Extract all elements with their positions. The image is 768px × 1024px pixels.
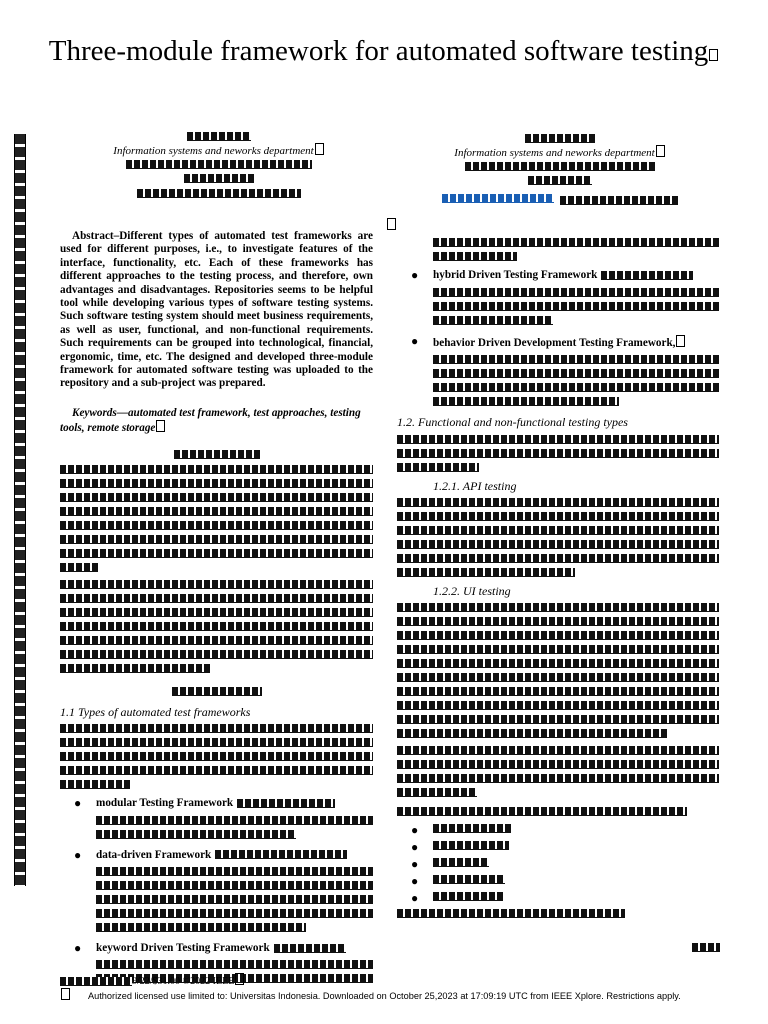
list-item [397, 874, 719, 889]
subsection-heading: 1.1 Types of automated test frameworks [60, 704, 251, 719]
right-column [397, 218, 719, 918]
ui-testing-paragraph [397, 603, 719, 738]
bullet-icon: ● [411, 874, 419, 889]
list-item [397, 857, 719, 872]
paper-title [40, 34, 728, 68]
author-city-garbled [528, 176, 592, 185]
list-intro [397, 807, 719, 816]
title-text: Three-module framework for automated software testing [48, 35, 709, 67]
list-item [397, 840, 719, 855]
framework-list-right [397, 269, 719, 406]
author-email-garbled [560, 196, 678, 205]
author-department: Information systems and neworks department [113, 145, 314, 157]
api-testing-paragraph [397, 498, 719, 577]
section-heading-garbled [174, 450, 260, 459]
keywords-label: Keywords [72, 406, 117, 419]
list-outro [397, 909, 719, 918]
list-item: ● hybrid Driven Testing Framework [397, 269, 719, 324]
bullet-icon: ● [74, 847, 82, 862]
bullet-icon: ● [411, 823, 419, 838]
missing-glyph-icon [235, 973, 244, 985]
ui-testing-paragraph-2 [397, 746, 719, 797]
nonfunctional-paragraph [397, 435, 719, 472]
author-email-row [400, 189, 720, 207]
list-item: ● behavior Driven Development Testing Framework, [397, 335, 719, 406]
isbn-garbled [60, 977, 132, 986]
list-item: ● keyword Driven Testing Framework [60, 942, 373, 983]
author-email-garbled [137, 189, 301, 198]
section-heading-garbled [172, 687, 262, 696]
authorization-text: Authorized licensed use limited to: Universitas Indonesia. Downloaded on October 25,2023 at 17:09:19 UTC from IEEE Xplore. Restrictions apply. [88, 991, 681, 1001]
intro-paragraph-1 [60, 465, 373, 572]
copyright-footer [60, 973, 245, 987]
left-column [60, 230, 373, 993]
list-item [397, 891, 719, 906]
list-item: ● modular Testing Framework [60, 797, 373, 838]
keywords: Keywords—automated test framework, test approaches, testing tools, remote storage [60, 406, 361, 435]
framework-list-left [60, 797, 373, 983]
bullet-icon: ● [74, 940, 82, 955]
margin-garbled-strip [14, 134, 26, 886]
list-item: ● data-driven Framework [60, 849, 373, 932]
missing-glyph-icon [656, 145, 665, 157]
keywords-text: automated test framework, test approaches, testing tools, remote storage [60, 406, 361, 435]
types-paragraph [60, 724, 373, 789]
ui-test-list [397, 823, 719, 906]
missing-glyph-icon [156, 420, 165, 432]
author-email-link[interactable] [442, 194, 554, 203]
list-item [397, 823, 719, 838]
author-city-garbled [184, 174, 254, 183]
author-block-right [400, 134, 720, 207]
bullet-icon: ● [411, 268, 419, 283]
intro-paragraph-2 [60, 580, 373, 673]
subsection-heading: 1.2. Functional and non-functional testing types [397, 415, 628, 430]
bullet-icon: ● [411, 891, 419, 906]
missing-glyph-icon [387, 218, 396, 230]
bullet-icon: ● [74, 796, 82, 811]
author-block-left [60, 132, 378, 198]
bullet-icon: ● [411, 333, 419, 348]
author-department: Information systems and neworks department [454, 147, 655, 159]
author-affiliation-garbled [465, 162, 655, 171]
subsubsection-heading: 1.2.2. UI testing [433, 584, 511, 599]
authorization-notice [60, 988, 740, 1001]
page-number-garbled [692, 943, 720, 952]
missing-glyph-icon [61, 988, 70, 1000]
copyright-text: 9/22/$31.00 ©2022 IEEE [132, 976, 235, 987]
subsubsection-heading: 1.2.1. API testing [433, 478, 517, 493]
author-name-garbled [525, 134, 595, 143]
bullet-icon: ● [411, 840, 419, 855]
author-name-garbled [187, 132, 251, 141]
missing-glyph-icon [709, 49, 718, 61]
missing-glyph-icon [315, 143, 324, 155]
author-affiliation-garbled [126, 160, 312, 169]
missing-glyph-icon [676, 335, 685, 347]
abstract: Abstract–Different types of automated test frameworks are used for different purposes, i.e., to investigate features of the interface, functionality, etc. Each of these frameworks has different approaches to the testing process, and therefore, own advantages and disadvantages. Repositories seems to be helpful tool while developing various types of software testing systems. Such software testing system should meet business requirements, as well as user, functional, and non-functional requirements. Such requirements can be grouped into technological, financial, ergonomic, time, etc. The designed and developed three-module framework for automated software testing was uploaded to the repository and a sub-project was prepared. [60, 230, 373, 390]
bullet-continuation [397, 238, 719, 261]
bullet-icon: ● [411, 857, 419, 872]
